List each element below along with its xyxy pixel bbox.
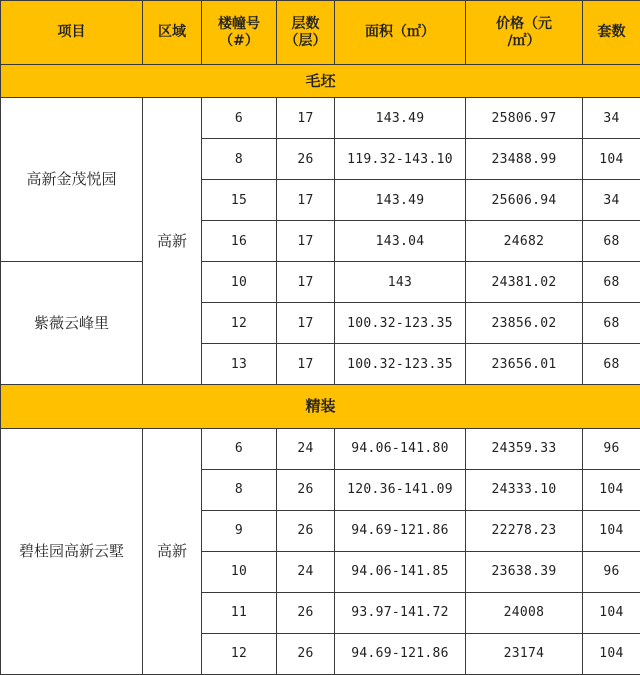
units-cell: 96 [583, 551, 640, 592]
units-cell: 96 [583, 428, 640, 469]
header-building-line2: （#） [219, 32, 259, 49]
area-cell: 143.49 [335, 98, 466, 139]
area-cell: 120.36-141.09 [335, 469, 466, 510]
area-cell: 143.04 [335, 221, 466, 262]
floors-cell: 17 [277, 262, 335, 303]
units-cell: 104 [583, 592, 640, 633]
building-cell: 6 [202, 98, 277, 139]
building-cell: 8 [202, 139, 277, 180]
header-price [466, 1, 583, 65]
building-cell: 8 [202, 469, 277, 510]
floors-cell: 17 [277, 180, 335, 221]
building-cell: 9 [202, 510, 277, 551]
floors-cell: 17 [277, 98, 335, 139]
floors-cell: 17 [277, 344, 335, 385]
units-cell: 104 [583, 510, 640, 551]
area-cell: 100.32-123.35 [335, 303, 466, 344]
floors-cell: 26 [277, 469, 335, 510]
header-row [1, 1, 640, 65]
floors-cell: 26 [277, 633, 335, 674]
price-cell: 24359.33 [466, 428, 583, 469]
units-cell: 34 [583, 180, 640, 221]
area-cell: 94.06-141.80 [335, 428, 466, 469]
floors-cell: 26 [277, 510, 335, 551]
header-project: 项目 [1, 1, 143, 65]
price-cell: 23488.99 [466, 139, 583, 180]
price-cell: 24008 [466, 592, 583, 633]
table-row [1, 98, 640, 139]
area-cell: 94.69-121.86 [335, 510, 466, 551]
price-cell: 23856.02 [466, 303, 583, 344]
building-cell: 11 [202, 592, 277, 633]
building-cell: 12 [202, 633, 277, 674]
area-cell: 94.06-141.85 [335, 551, 466, 592]
floors-cell: 17 [277, 221, 335, 262]
table-row [1, 262, 640, 303]
area-cell: 100.32-123.35 [335, 344, 466, 385]
header-building-line1: 楼幢号 [218, 15, 260, 32]
area-cell: 143 [335, 262, 466, 303]
price-cell: 22278.23 [466, 510, 583, 551]
header-price-line1: 价格（元 [496, 15, 552, 32]
price-cell: 23174 [466, 633, 583, 674]
area-cell: 119.32-143.10 [335, 139, 466, 180]
units-cell: 104 [583, 469, 640, 510]
units-cell: 68 [583, 303, 640, 344]
header-region: 区域 [143, 1, 202, 65]
building-cell: 12 [202, 303, 277, 344]
header-building [202, 1, 277, 65]
units-cell: 68 [583, 344, 640, 385]
units-cell: 104 [583, 139, 640, 180]
building-cell: 16 [202, 221, 277, 262]
area-cell: 93.97-141.72 [335, 592, 466, 633]
price-cell: 23638.39 [466, 551, 583, 592]
floors-cell: 26 [277, 139, 335, 180]
section-title: 毛坯 [1, 65, 640, 98]
area-cell: 143.49 [335, 180, 466, 221]
building-cell: 10 [202, 262, 277, 303]
units-cell: 34 [583, 98, 640, 139]
header-area: 面积（㎡） [335, 1, 466, 65]
project-cell: 碧桂园高新云墅 [1, 428, 143, 674]
project-cell: 紫薇云峰里 [1, 262, 143, 385]
header-floors [277, 1, 335, 65]
table-row [1, 428, 640, 469]
floors-cell: 24 [277, 551, 335, 592]
header-price-line2: /㎡） [507, 32, 541, 49]
floors-cell: 24 [277, 428, 335, 469]
section-title: 精装 [1, 385, 640, 428]
section-row-rough [1, 65, 640, 98]
header-floors-line1: 层数 [291, 15, 320, 32]
area-cell: 94.69-121.86 [335, 633, 466, 674]
floors-cell: 17 [277, 303, 335, 344]
building-cell: 10 [202, 551, 277, 592]
price-cell: 25806.97 [466, 98, 583, 139]
region-cell: 高新 [143, 98, 202, 385]
project-cell: 高新金茂悦园 [1, 98, 143, 262]
building-cell: 6 [202, 428, 277, 469]
header-units: 套数 [583, 1, 640, 65]
price-cell: 24333.10 [466, 469, 583, 510]
floors-cell: 26 [277, 592, 335, 633]
price-cell: 25606.94 [466, 180, 583, 221]
units-cell: 68 [583, 221, 640, 262]
building-cell: 13 [202, 344, 277, 385]
header-floors-line2: （层） [284, 32, 327, 49]
units-cell: 104 [583, 633, 640, 674]
building-cell: 15 [202, 180, 277, 221]
price-cell: 24381.02 [466, 262, 583, 303]
region-cell: 高新 [143, 428, 202, 674]
price-cell: 23656.01 [466, 344, 583, 385]
price-cell: 24682 [466, 221, 583, 262]
units-cell: 68 [583, 262, 640, 303]
section-row-finished [1, 385, 640, 428]
